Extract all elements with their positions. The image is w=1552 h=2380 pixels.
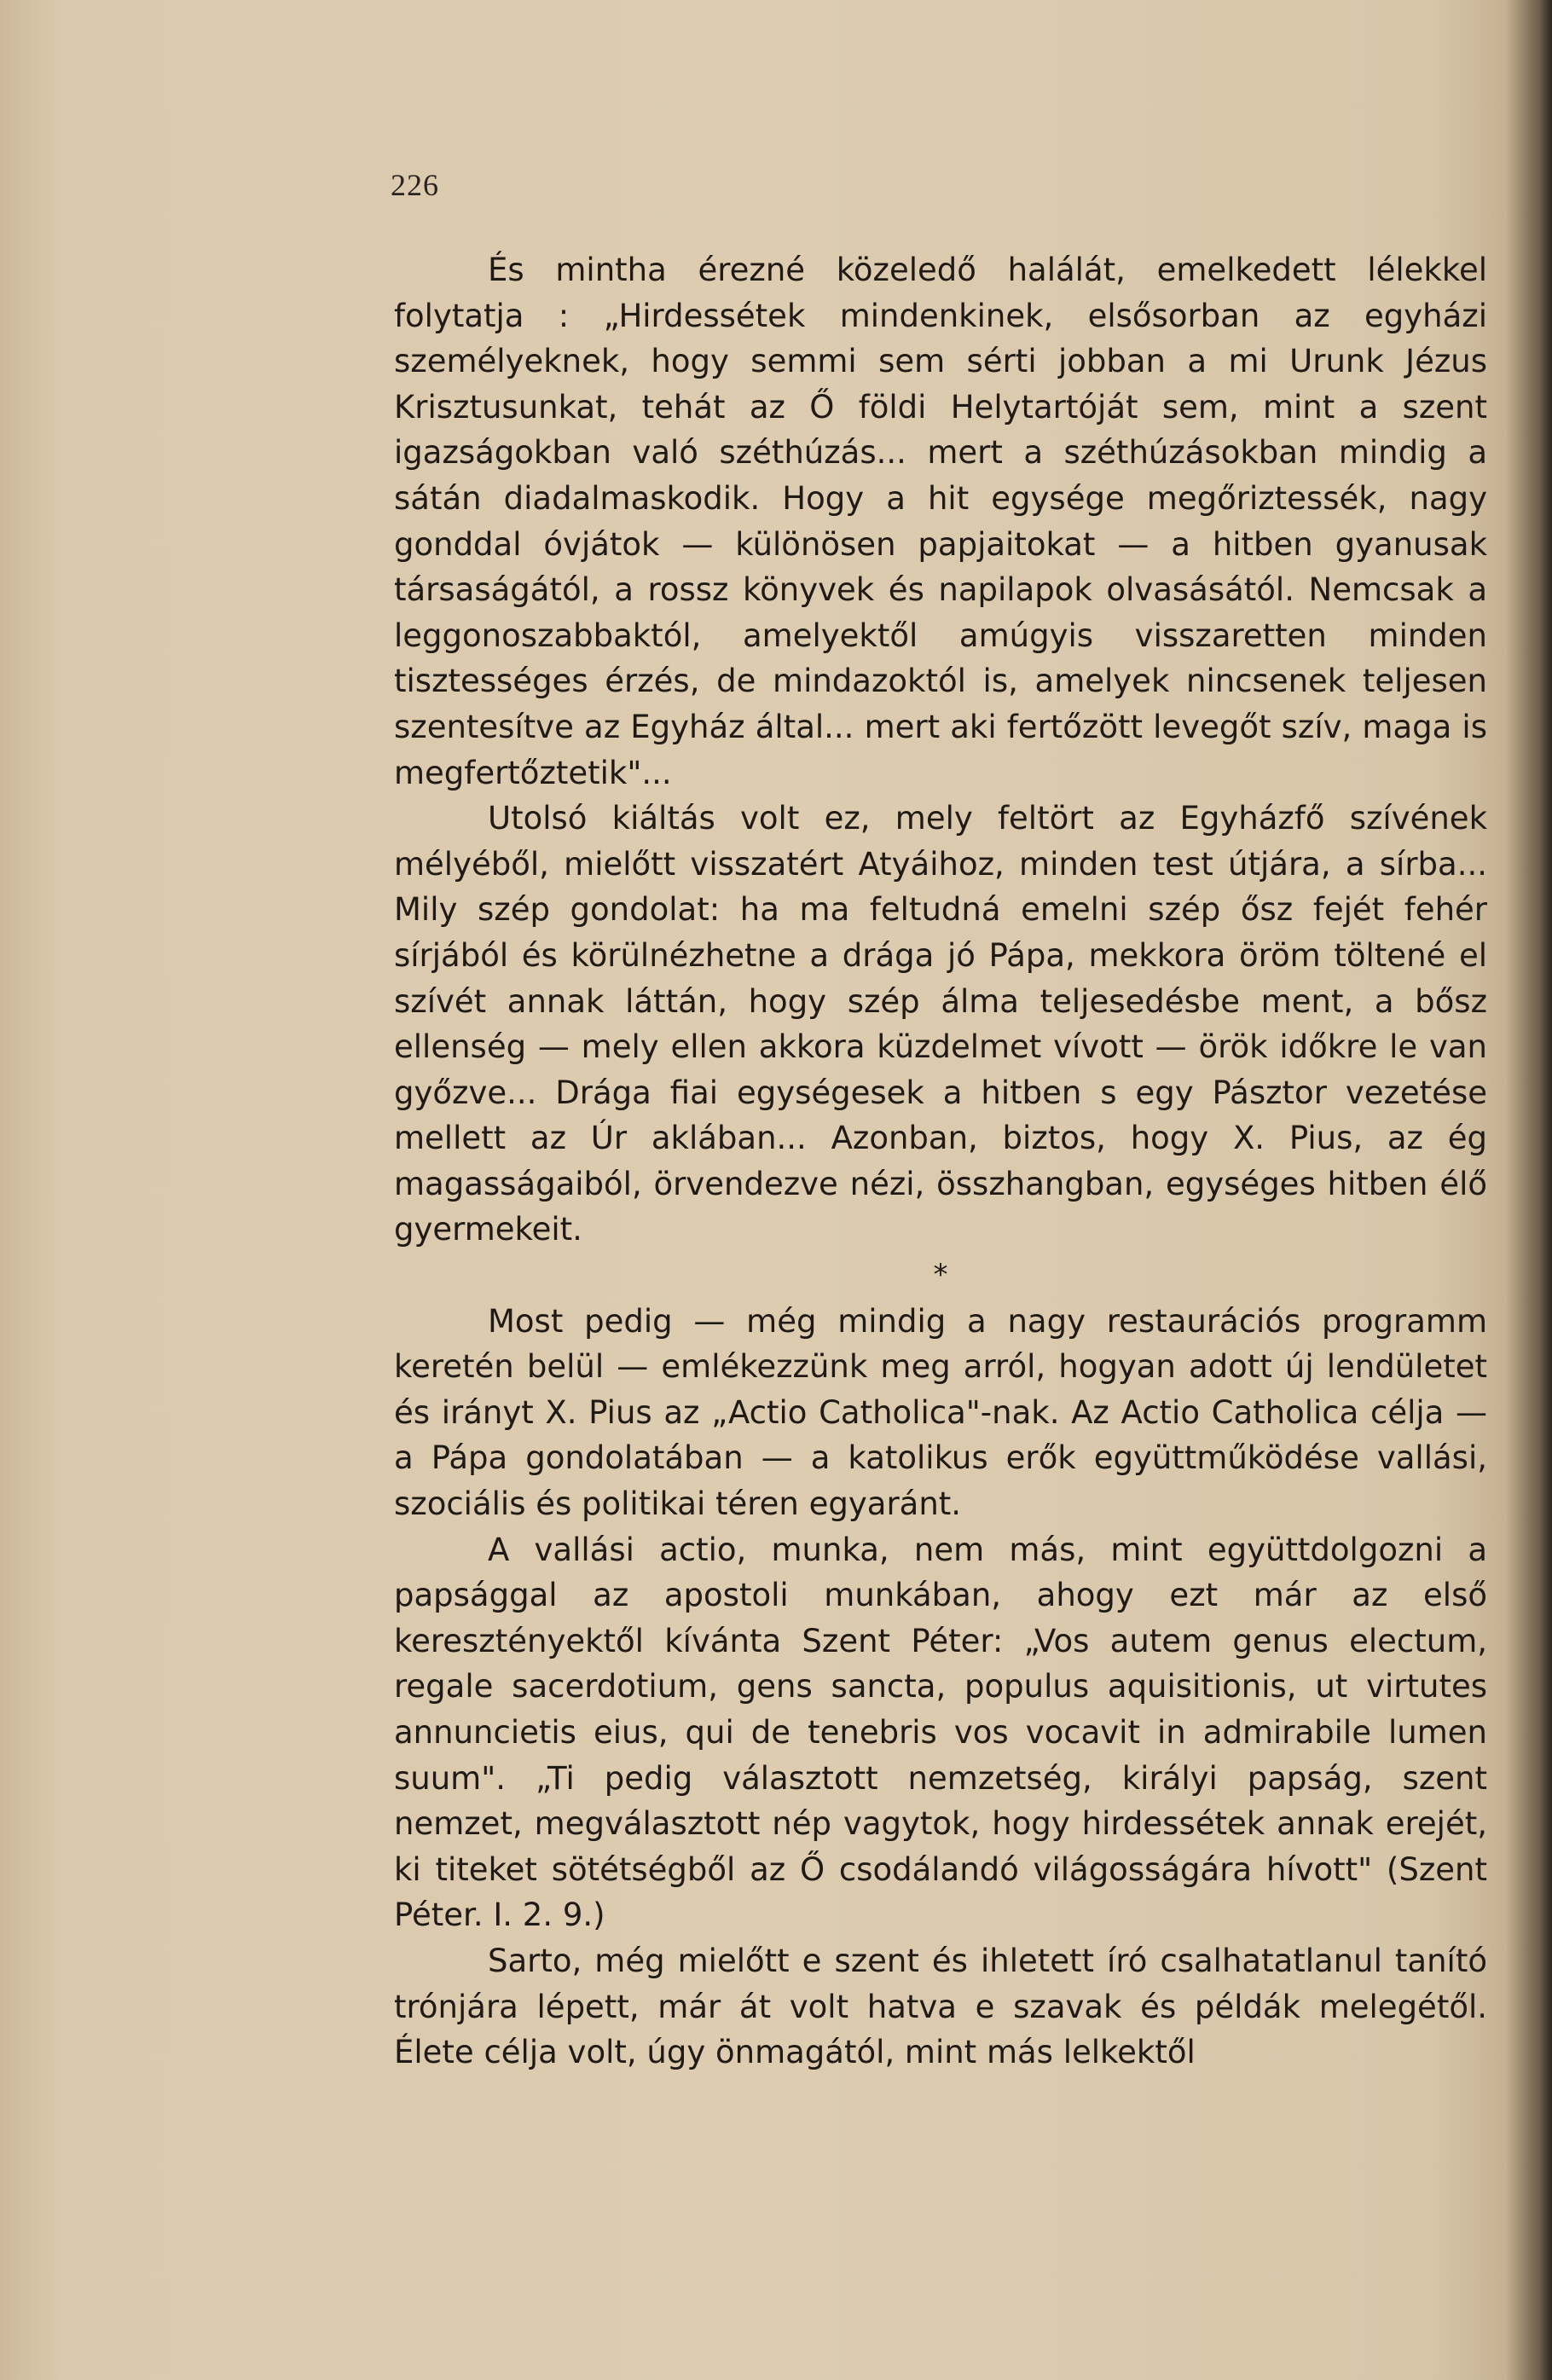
section-separator: * — [933, 1258, 948, 1293]
paragraph-2: Utolsó kiáltás volt ez, mely feltört az Egyházfő szívének mélyéből, mielőtt visszatért Atyáihoz, minden test útjára, a sírba... Mily szép gondolat: ha ma feltudná emelni szép ősz fejét fehér sírjából és körülnézhetne a drága jó Pápa, mekkora öröm töltené el szívét annak láttán, hogy szép álma teljesedésbe ment, a bősz ellenség — mely ellen akkora küzdelmet vívott — örök időkre le van győzve... Drága fiai egységesek a hitben s egy Pásztor vezetése mellett az Úr aklában... Azonban, biztos, hogy X. Pius, az ég magasságaiból, örvendezve nézi, összhangban, egységes hitben élő gyermekeit. — [394, 800, 1487, 1248]
paragraph-3: Most pedig — még mindig a nagy restaurációs programm keretén belül — emlékezzünk meg arról, hogyan adott új lendületet és irányt X. Pius az „Actio Catholica"-nak. Az Actio Catholica célja — a Pápa gondolatában — a katolikus erők együttműködése vallási, szociális és politikai téren egyaránt. — [394, 1302, 1487, 1523]
paragraph-4: A vallási actio, munka, nem más, mint együttdolgozni a papsággal az apostoli munkában, ahogy ezt már az első keresztényektől kívánta Szent Péter: „Vos autem genus electum, regale sacerdotium, gens sancta, populus aquisitionis, ut virtutes annuncietis eius, qui de tenebris vos vocavit in admirabile lumen suum". „Ti pedig választott nemzetség, királyi papság, szent nemzet, megválasztott nép vagytok, hogy hirdessétek annak erejét, ki titeket sötétségből az Ő csodálandó világosságára hívott" (Szent Péter. I. 2. 9.) — [394, 1531, 1487, 1934]
page-number: 226 — [391, 168, 439, 202]
paragraph-1: És mintha érezné közeledő halálát, emelkedett lélekkel folytatja : „Hirdessétek mindenkinek, elsősorban az egyházi személyeknek, hogy semmi sem sérti jobban a mi Urunk Jézus Krisztusunkat, tehát az Ő földi Helytartóját sem, mint a szent igazságokban való széthúzás... mert a széthúzásokban mindig a sátán diadalmaskodik. Hogy a hit egysége megőriztessék, nagy gonddal óvjátok — különösen papjaitokat — a hitben gyanusak társaságától, a rossz könyvek és napilapok olvasásától. Nemcsak a leggonoszabbaktól, amelyektől amúgyis visszaretten minden tisztességes érzés, de mindazoktól is, amelyek nincsenek teljesen szentesítve az Egyház által... mert aki fertőzött levegőt szív, maga is megfertőztetik"... — [394, 252, 1487, 791]
body-text — [394, 247, 1487, 2076]
paragraph-5: Sarto, még mielőtt e szent és ihletett író csalhatatlanul tanító trónjára lépett, már át volt hatva e szavak és példák melegétől. Élete célja volt, úgy önmagától, mint más lelkektől — [394, 1942, 1487, 2071]
